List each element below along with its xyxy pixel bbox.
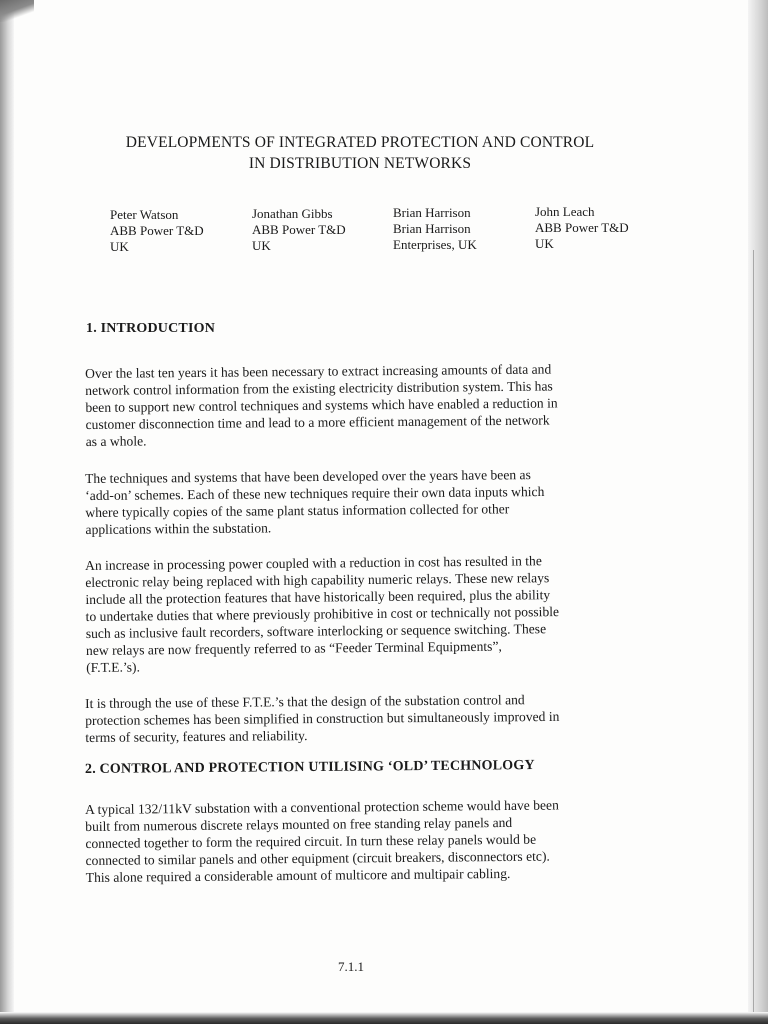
text-line: been to support new control techniques and systems which have enabled a reduction in bbox=[85, 395, 558, 415]
author-country: UK bbox=[110, 239, 129, 254]
paragraph bbox=[85, 690, 645, 746]
author-block bbox=[393, 205, 477, 253]
author-country: UK bbox=[252, 238, 271, 253]
scan-left-shadow bbox=[0, 0, 14, 1024]
text-line: The techniques and systems that have been developed over the years have been as bbox=[85, 467, 531, 486]
author-affiliation: ABB Power T&D bbox=[535, 220, 629, 235]
text-line: customer disconnection time and lead to a more efficient management of the network bbox=[85, 412, 550, 432]
paragraph bbox=[85, 796, 646, 886]
text-line: as a whole. bbox=[85, 433, 147, 449]
text-line: where typically copies of the same plant status information collected for other bbox=[85, 501, 510, 520]
text-line: connected to similar panels and other equipment (circuit breakers, disconnectors etc). bbox=[85, 848, 550, 868]
author-name: Jonathan Gibbs bbox=[252, 206, 333, 221]
author-block bbox=[252, 206, 346, 254]
author-country: UK bbox=[535, 236, 554, 251]
scan-right-edge-line bbox=[753, 250, 754, 1020]
author-country: Enterprises, UK bbox=[393, 237, 477, 252]
author-block bbox=[535, 204, 629, 252]
text-line: new relays are now frequently referred to as “Feeder Terminal Equipments”, bbox=[85, 638, 502, 658]
text-line: ‘add-on’ schemes. Each of these new techniques require their own data inputs which bbox=[85, 483, 545, 503]
scan-corner-fold bbox=[0, 0, 34, 22]
text-line: electronic relay being replaced with high capability numeric relays. These new relays bbox=[85, 570, 550, 590]
paper-title bbox=[40, 132, 680, 174]
section-heading-old-technology: 2. CONTROL AND PROTECTION UTILISING ‘OLD’ TECHNOLOGY bbox=[84, 758, 535, 777]
page-number: 7.1.1 bbox=[338, 959, 364, 974]
author-name: John Leach bbox=[535, 204, 595, 219]
text-line: Over the last ten years it has been necessary to extract increasing amounts of data and bbox=[85, 361, 552, 381]
text-line: protection schemes has been simplified in construction but simultaneously improved in bbox=[85, 708, 560, 728]
text-line: include all the protection features that have historically been required, plus the ability bbox=[85, 587, 551, 607]
paragraph bbox=[85, 551, 646, 676]
scan-right-edge bbox=[748, 0, 768, 1024]
author-affiliation: Brian Harrison bbox=[393, 221, 471, 236]
text-line: built from numerous discrete relays mounted on free standing relay panels and bbox=[85, 814, 513, 834]
text-line: An increase in processing power coupled with a reduction in cost has resulted in the bbox=[85, 553, 542, 573]
text-line: (F.T.E.’s). bbox=[86, 659, 141, 675]
section-heading-introduction: 1. INTRODUCTION bbox=[86, 321, 216, 336]
author-affiliation: ABB Power T&D bbox=[110, 223, 204, 238]
text-line: to undertake duties that where previously prohibitive in cost or technically not possible bbox=[85, 604, 560, 624]
paragraph bbox=[85, 465, 646, 538]
text-line: network control information from the existing electricity distribution system. This has bbox=[85, 378, 553, 398]
text-line: It is through the use of these F.T.E.’s that the design of the substation control and bbox=[85, 692, 525, 711]
title-line: IN DISTRIBUTION NETWORKS bbox=[248, 155, 472, 172]
text-line: A typical 132/11kV substation with a conventional protection scheme would have been bbox=[85, 797, 559, 817]
author-affiliation: ABB Power T&D bbox=[252, 222, 346, 237]
text-line: This alone required a considerable amount of multicore and multipair cabling. bbox=[85, 865, 511, 885]
author-name: Peter Watson bbox=[110, 207, 179, 222]
scan-bottom-edge bbox=[0, 1012, 768, 1024]
author-block bbox=[110, 207, 204, 255]
paragraph bbox=[85, 360, 646, 450]
text-line: applications within the substation. bbox=[85, 520, 272, 537]
text-line: connected together to form the required circuit. In turn these relay panels would be bbox=[85, 831, 537, 851]
text-line: terms of security, features and reliability. bbox=[85, 728, 308, 745]
title-line: DEVELOPMENTS OF INTEGRATED PROTECTION AND CONTROL bbox=[125, 134, 595, 151]
text-line: such as inclusive fault recorders, software interlocking or sequence switching. These bbox=[85, 621, 547, 641]
author-name: Brian Harrison bbox=[393, 205, 471, 220]
